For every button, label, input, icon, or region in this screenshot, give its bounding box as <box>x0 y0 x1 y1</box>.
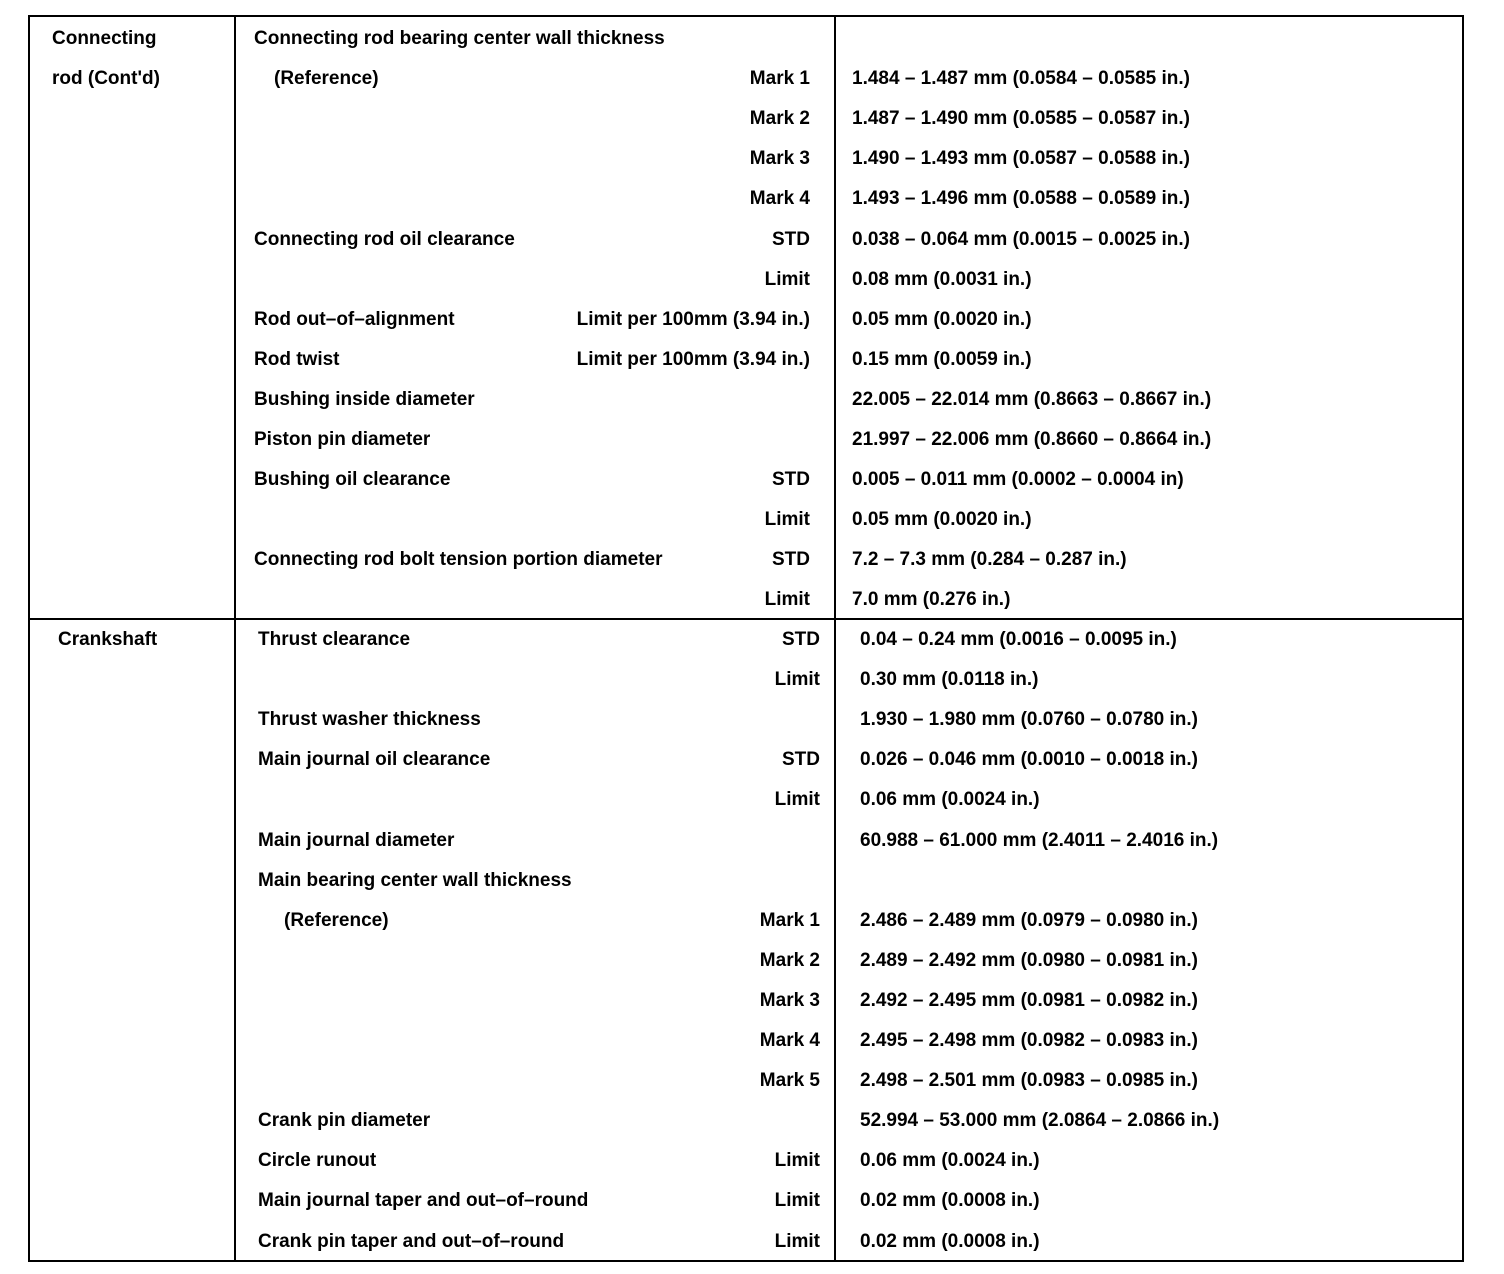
row-item-label: (Reference) <box>274 68 379 89</box>
row-value: 1.487 – 1.490 mm (0.0585 – 0.0587 in.) <box>852 108 1191 129</box>
row-condition: STD <box>782 749 820 770</box>
category-connecting-rod-line2: rod (Cont'd) <box>52 68 160 89</box>
row-value: 7.0 mm (0.276 in.) <box>852 589 1011 610</box>
row-item-label: Main journal oil clearance <box>258 749 491 770</box>
row-item-label: Connecting rod oil clearance <box>254 229 515 250</box>
row-value: 0.06 mm (0.0024 in.) <box>860 1150 1040 1171</box>
row-condition: Mark 2 <box>759 950 820 971</box>
row-value: 0.06 mm (0.0024 in.) <box>860 789 1040 810</box>
row-value: 0.02 mm (0.0008 in.) <box>860 1231 1040 1252</box>
row-item-label: Main journal diameter <box>258 830 455 851</box>
row-condition: Mark 5 <box>759 1070 820 1091</box>
row-value: 0.026 – 0.046 mm (0.0010 – 0.0018 in.) <box>860 749 1199 770</box>
row-value: 52.994 – 53.000 mm (2.0864 – 2.0866 in.) <box>860 1110 1220 1131</box>
row-value: 1.493 – 1.496 mm (0.0588 – 0.0589 in.) <box>852 188 1191 209</box>
row-condition: Limit <box>764 509 810 530</box>
row-item-label: Crank pin diameter <box>258 1110 431 1131</box>
row-value: 0.02 mm (0.0008 in.) <box>860 1190 1040 1211</box>
row-value: 2.498 – 2.501 mm (0.0983 – 0.0985 in.) <box>860 1070 1199 1091</box>
row-item-label: (Reference) <box>284 910 389 931</box>
row-item-label: Rod twist <box>254 349 340 370</box>
row-condition: Limit <box>774 1231 820 1252</box>
row-condition: Mark 2 <box>749 108 810 129</box>
row-value: 21.997 – 22.006 mm (0.8660 – 0.8664 in.) <box>852 429 1212 450</box>
row-value: 0.005 – 0.011 mm (0.0002 – 0.0004 in) <box>852 469 1184 490</box>
category-connecting-rod-line1: Connecting <box>52 28 157 49</box>
row-item-label: Rod out–of–alignment <box>254 309 455 330</box>
row-value: 0.15 mm (0.0059 in.) <box>852 349 1032 370</box>
row-condition: Mark 4 <box>749 188 810 209</box>
row-condition: Limit <box>764 589 810 610</box>
row-value: 0.05 mm (0.0020 in.) <box>852 509 1032 530</box>
section-divider <box>28 618 1464 620</box>
row-condition: Limit <box>774 669 820 690</box>
row-value: 0.30 mm (0.0118 in.) <box>860 669 1039 690</box>
row-item-label: Bushing oil clearance <box>254 469 451 490</box>
row-value: 1.930 – 1.980 mm (0.0760 – 0.0780 in.) <box>860 709 1199 730</box>
row-item-label: Connecting rod bolt tension portion diameter <box>254 549 663 570</box>
row-item-label: Main bearing center wall thickness <box>258 870 572 891</box>
row-value: 2.489 – 2.492 mm (0.0980 – 0.0981 in.) <box>860 950 1199 971</box>
row-value: 22.005 – 22.014 mm (0.8663 – 0.8667 in.) <box>852 389 1212 410</box>
row-condition: STD <box>772 549 810 570</box>
spec-table <box>28 15 1464 1262</box>
row-condition: Mark 3 <box>759 990 820 1011</box>
row-item-label: Thrust washer thickness <box>258 709 481 730</box>
row-condition: Mark 3 <box>749 148 810 169</box>
row-condition: Mark 1 <box>759 910 820 931</box>
row-item-label: Circle runout <box>258 1150 377 1171</box>
category-crankshaft: Crankshaft <box>58 629 158 650</box>
row-value: 1.484 – 1.487 mm (0.0584 – 0.0585 in.) <box>852 68 1191 89</box>
row-condition: Limit <box>774 1150 820 1171</box>
row-condition: STD <box>772 469 810 490</box>
row-condition: Limit per 100mm (3.94 in.) <box>576 349 810 370</box>
row-condition: Mark 1 <box>749 68 810 89</box>
row-condition: STD <box>772 229 810 250</box>
row-condition: Limit <box>774 1190 820 1211</box>
row-condition: Limit <box>774 789 820 810</box>
row-item-label: Crank pin taper and out–of–round <box>258 1231 565 1252</box>
row-item-label: Thrust clearance <box>258 629 411 650</box>
row-item-label: Main journal taper and out–of–round <box>258 1190 589 1211</box>
row-value: 0.04 – 0.24 mm (0.0016 – 0.0095 in.) <box>860 629 1177 650</box>
row-condition: Mark 4 <box>759 1030 820 1051</box>
row-value: 0.038 – 0.064 mm (0.0015 – 0.0025 in.) <box>852 229 1191 250</box>
row-value: 7.2 – 7.3 mm (0.284 – 0.287 in.) <box>852 549 1127 570</box>
row-value: 60.988 – 61.000 mm (2.4011 – 2.4016 in.) <box>860 830 1219 851</box>
row-value: 2.492 – 2.495 mm (0.0981 – 0.0982 in.) <box>860 990 1199 1011</box>
row-value: 0.05 mm (0.0020 in.) <box>852 309 1032 330</box>
row-value: 2.495 – 2.498 mm (0.0982 – 0.0983 in.) <box>860 1030 1199 1051</box>
row-value: 2.486 – 2.489 mm (0.0979 – 0.0980 in.) <box>860 910 1199 931</box>
row-condition: STD <box>782 629 820 650</box>
column-divider-category <box>234 15 236 1262</box>
row-item-label: Piston pin diameter <box>254 429 431 450</box>
column-divider-value <box>834 15 836 1262</box>
row-value: 1.490 – 1.493 mm (0.0587 – 0.0588 in.) <box>852 148 1191 169</box>
row-item-label: Bushing inside diameter <box>254 389 475 410</box>
row-item-label: Connecting rod bearing center wall thickness <box>254 28 665 49</box>
row-condition: Limit <box>764 269 810 290</box>
row-value: 0.08 mm (0.0031 in.) <box>852 269 1032 290</box>
row-condition: Limit per 100mm (3.94 in.) <box>576 309 810 330</box>
